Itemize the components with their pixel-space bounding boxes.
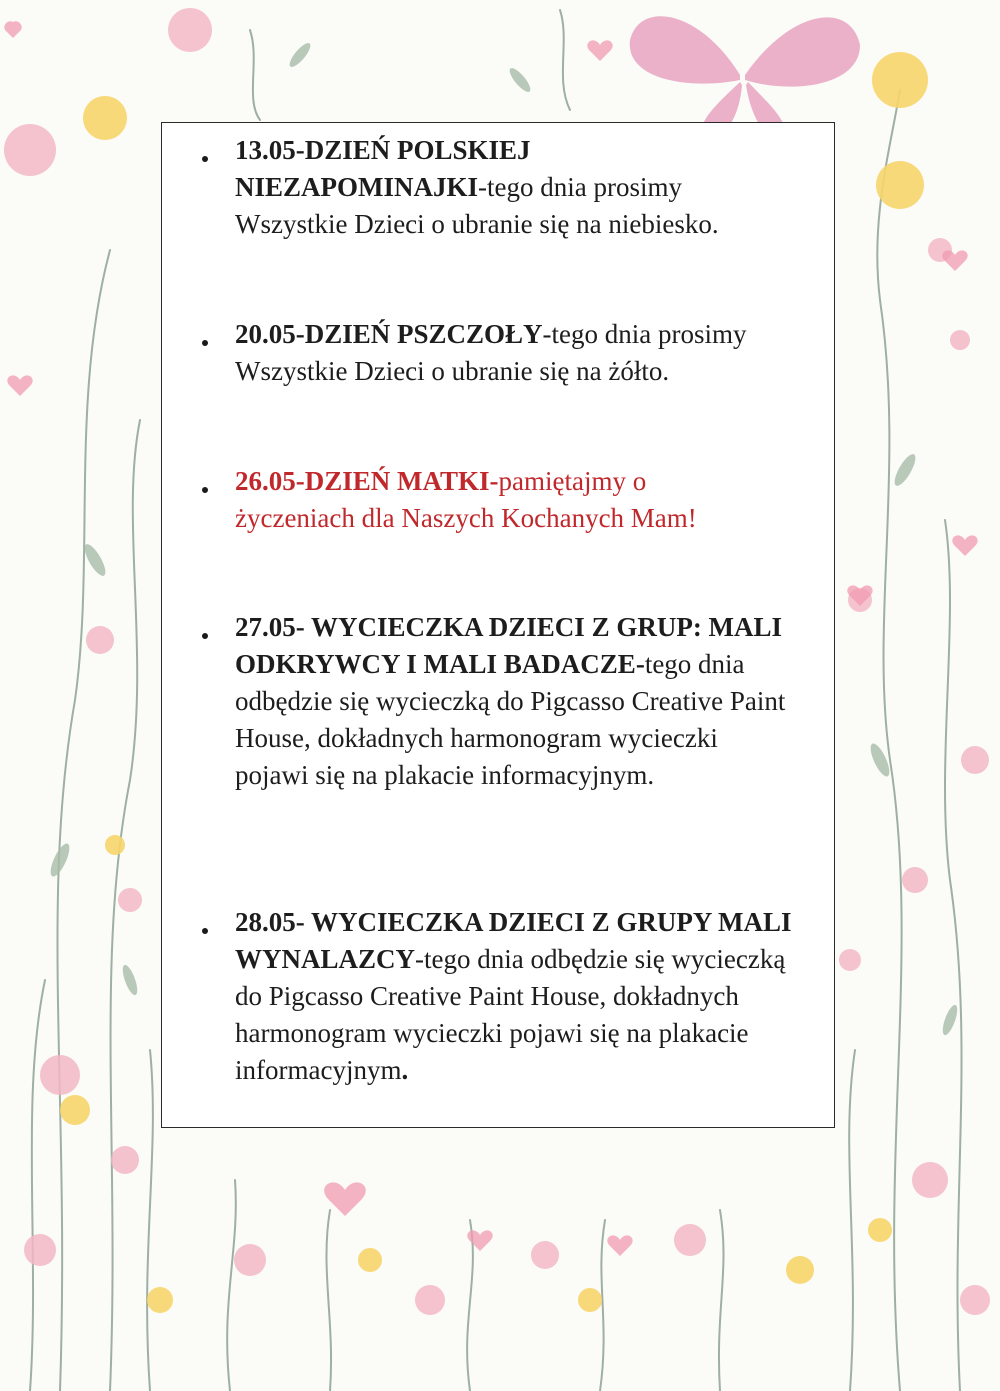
bullet-icon <box>202 156 208 162</box>
notice-body: pamiętajmy o życzeniach dla Naszych Kochanych Mam! <box>235 466 697 533</box>
notice-tail: . <box>401 1055 409 1085</box>
bullet-icon <box>202 340 208 346</box>
notice-body: -tego dnia prosimy Wszystkie Dzieci o ubranie się na żółto. <box>235 319 747 386</box>
notice-body: tego dnia odbędzie się wycieczką do Pigcasso Creative Paint House, dokładnych harmonogram wycieczki pojawi się na plakacie informacyjnym. <box>235 649 786 790</box>
bullet-icon <box>202 487 208 493</box>
notice-body: -tego dnia odbędzie się wycieczką do Pigcasso Creative Paint House, dokładnych harmonogram wycieczki pojawi się na plakacie informacyjnym <box>235 944 786 1085</box>
notice-text <box>235 904 815 1089</box>
notice-heading: 13.05-DZIEŃ POLSKIEJ NIEZAPOMINAJKI <box>235 135 531 202</box>
notice-box <box>161 122 835 1128</box>
notice-body: -tego dnia prosimy Wszystkie Dzieci o ubranie się na niebiesko. <box>235 172 719 239</box>
notice-text <box>235 132 780 243</box>
notice-heading: 26.05-DZIEŃ MATKI- <box>235 466 499 496</box>
notice-heading: 28.05- WYCIECZKA DZIECI Z GRUPY MALI WYNALAZCY <box>235 907 792 974</box>
notice-text <box>235 463 705 537</box>
notice-heading: 27.05- WYCIECZKA DZIECI Z GRUP: MALI ODKRYWCY I MALI BADACZE- <box>235 612 783 679</box>
bullet-icon <box>202 633 208 639</box>
notice-text <box>235 609 790 794</box>
bullet-icon <box>202 928 208 934</box>
notice-heading: 20.05-DZIEŃ PSZCZOŁY <box>235 319 543 349</box>
notice-text <box>235 316 816 390</box>
